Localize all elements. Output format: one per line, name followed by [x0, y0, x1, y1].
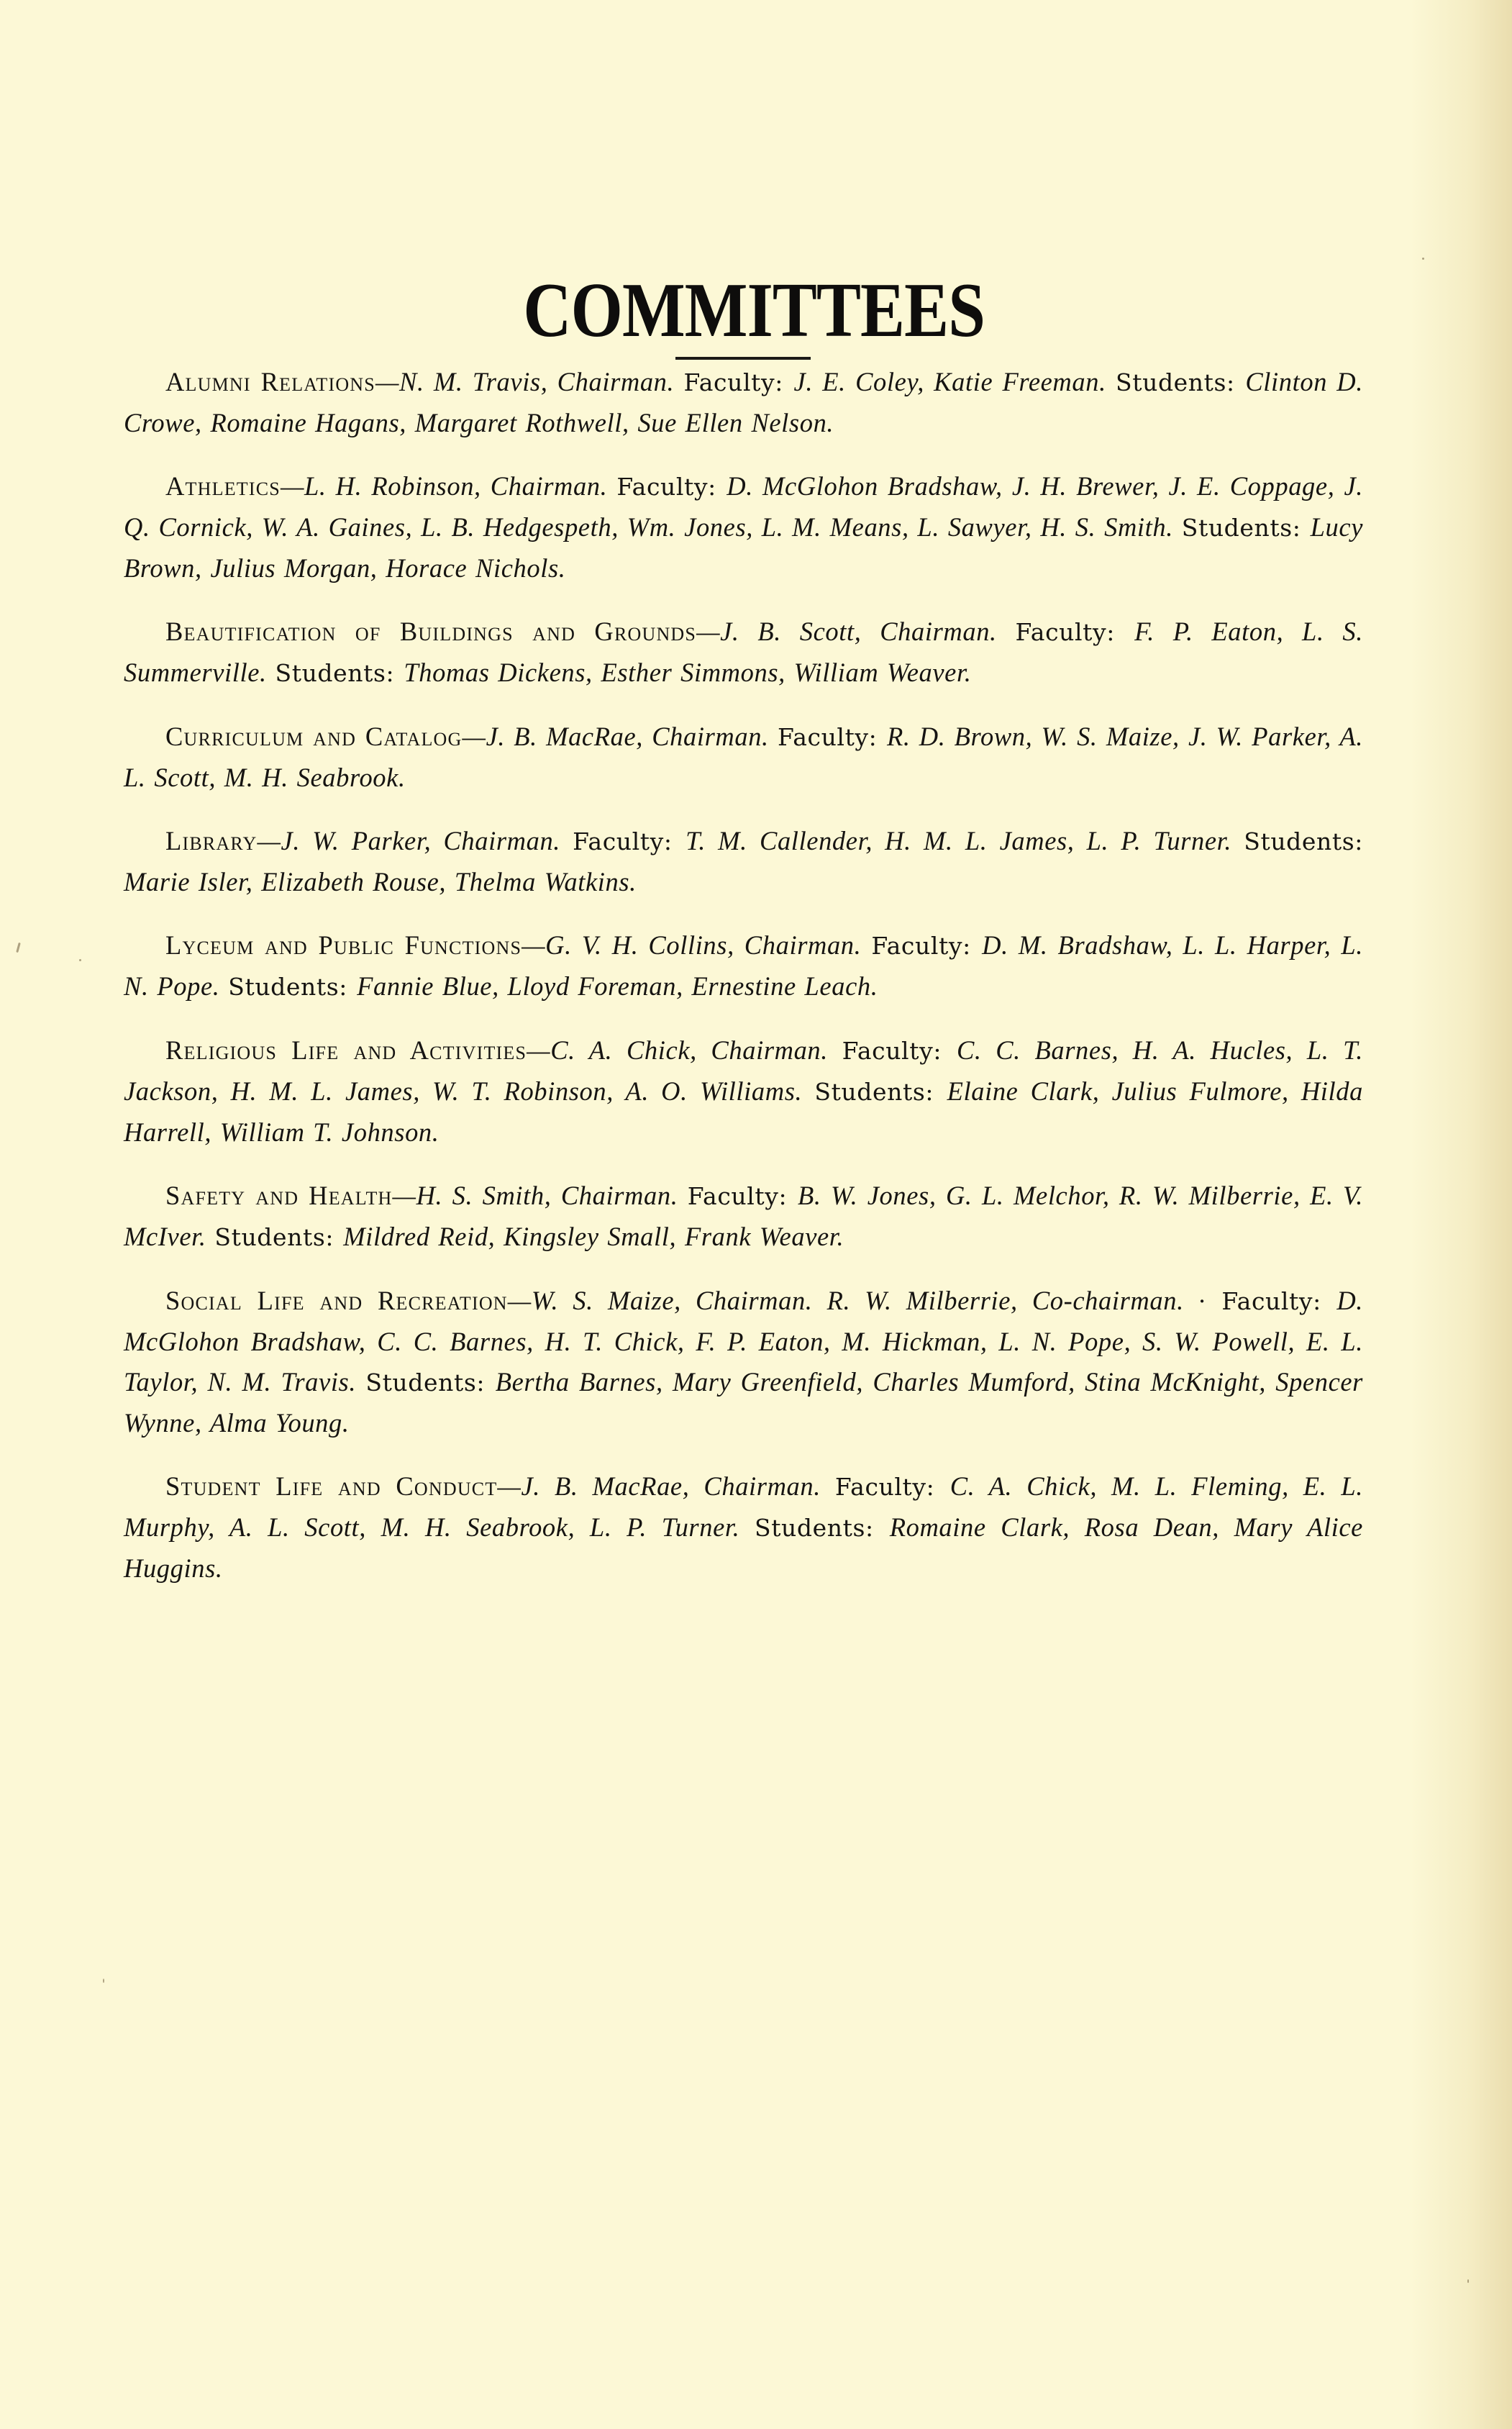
committee-entry [124, 1281, 1363, 1443]
member-names: D. McGlohon Bradshaw, J. H. Brewer, J. E. Coppage, J. Q. Cornick, W. A. Gaines, L. B. Hedgespeth, Wm. Jones, L. M. Means, L. Sawyer, H. S. Smith. [124, 471, 1363, 542]
member-names: —C. A. Chick, Chairman. [527, 1035, 842, 1065]
role-label: Faculty: [871, 932, 983, 960]
member-names: —J. W. Parker, Chairman. [257, 826, 573, 855]
committee-name: Lyceum and Public Functions [165, 930, 522, 960]
page-title: COMMITTEES [523, 268, 985, 354]
paper-speck [103, 1979, 104, 1983]
paper-speck [79, 959, 81, 961]
committee-name: Social Life and Recreation [165, 1286, 508, 1315]
committee-entry [124, 1030, 1363, 1153]
member-names: D. M. Bradshaw, L. L. Harper, L. N. Pope. [124, 930, 1363, 1001]
role-label: Faculty: [777, 723, 887, 751]
role-label: Students: [1244, 827, 1363, 855]
paper-speck [16, 943, 21, 953]
committee-entry [124, 821, 1363, 902]
member-names: C. A. Chick, M. L. Fleming, E. L. Murphy, A. L. Scott, M. H. Seabrook, L. P. Turner. [124, 1471, 1363, 1542]
role-label: Students: [1181, 514, 1311, 542]
committee-entry [124, 466, 1363, 589]
role-label: Faculty: [683, 368, 794, 396]
member-names: —L. H. Robinson, Chairman. [280, 471, 617, 501]
member-names: Clinton D. Crowe, Romaine Hagans, Margaret Rothwell, Sue Ellen Nelson. [124, 367, 1363, 437]
paper-speck [1422, 258, 1424, 260]
member-names: Elaine Clark, Julius Fulmore, Hilda Harrell, William T. Johnson. [124, 1076, 1363, 1147]
role-label: Faculty: [573, 827, 686, 855]
role-label: Students: [814, 1078, 947, 1106]
member-names: Lucy Brown, Julius Morgan, Horace Nichols. [124, 512, 1364, 583]
role-label: Faculty: [616, 473, 727, 501]
role-label: Students: [214, 1223, 344, 1251]
member-names: —H. S. Smith, Chairman. [392, 1181, 688, 1210]
member-names: T. M. Callender, H. M. L. James, L. P. Turner. [686, 826, 1244, 855]
committee-name: Library [165, 826, 258, 855]
paper-speck [1467, 2279, 1469, 2283]
role-label: Students: [1116, 368, 1246, 396]
role-label: · Faculty: [1198, 1287, 1337, 1315]
committee-entry [124, 1466, 1363, 1589]
role-label: Faculty: [1015, 618, 1135, 646]
member-names: J. E. Coley, Katie Freeman. [793, 367, 1116, 396]
member-names: B. W. Jones, G. L. Melchor, R. W. Milberrie, E. V. McIver. [124, 1181, 1363, 1251]
committee-entry [124, 612, 1363, 694]
member-names: F. P. Eaton, L. S. Summerville. [124, 617, 1363, 687]
member-names: Romaine Clark, Rosa Dean, Mary Alice Huggins. [124, 1512, 1363, 1583]
member-names: C. C. Barnes, H. A. Hucles, L. T. Jackson, H. M. L. James, W. T. Robinson, A. O. Williams. [124, 1035, 1363, 1106]
member-names: Bertha Barnes, Mary Greenfield, Charles Mumford, Stina McKnight, Spencer Wynne, Alma Young. [124, 1367, 1363, 1438]
title-rule-divider [675, 357, 811, 360]
member-names: Mildred Reid, Kingsley Small, Frank Weaver. [343, 1222, 844, 1251]
role-label: Students: [365, 1368, 496, 1397]
member-names: —J. B. MacRae, Chairman. [462, 722, 778, 751]
member-names: Thomas Dickens, Esther Simmons, William Weaver. [404, 658, 972, 687]
member-names: —G. V. H. Collins, Chairman. [522, 930, 872, 960]
committee-name: Religious Life and Activities [165, 1035, 527, 1065]
member-names: —J. B. Scott, Chairman. [696, 617, 1016, 646]
committee-name: Curriculum and Catalog [165, 722, 463, 751]
committee-entry [124, 717, 1363, 798]
role-label: Faculty: [687, 1182, 798, 1210]
committee-name: Beautification of Buildings and Grounds [165, 617, 697, 646]
role-label: Students: [275, 659, 404, 687]
member-names: Marie Isler, Elizabeth Rouse, Thelma Watkins. [124, 867, 637, 896]
committee-name: Safety and Health [165, 1181, 393, 1210]
committee-name: Alumni Relations [165, 367, 375, 396]
role-label: Faculty: [842, 1037, 957, 1065]
committee-entry [124, 1176, 1363, 1258]
member-names: D. McGlohon Bradshaw, C. C. Barnes, H. T. Chick, F. P. Eaton, M. Hickman, L. N. Pope, S. W. Powell, E. L. Taylor, N. M. Travis. [124, 1286, 1363, 1397]
committee-entry [124, 362, 1363, 443]
role-label: Faculty: [834, 1473, 950, 1501]
committee-entry [124, 925, 1363, 1007]
member-names: —J. B. MacRae, Chairman. [497, 1471, 835, 1501]
role-label: Students: [754, 1514, 890, 1542]
member-names: —W. S. Maize, Chairman. R. W. Milberrie, Co-chairman. [507, 1286, 1198, 1315]
role-label: Students: [228, 973, 357, 1001]
committee-name: Student Life and Conduct [165, 1471, 498, 1501]
member-names: Fannie Blue, Lloyd Foreman, Ernestine Leach. [357, 971, 878, 1001]
committee-list [124, 362, 1363, 1612]
committee-name: Athletics [165, 471, 281, 501]
member-names: —N. M. Travis, Chairman. [375, 367, 684, 396]
member-names: R. D. Brown, W. S. Maize, J. W. Parker, A. L. Scott, M. H. Seabrook. [124, 722, 1363, 792]
